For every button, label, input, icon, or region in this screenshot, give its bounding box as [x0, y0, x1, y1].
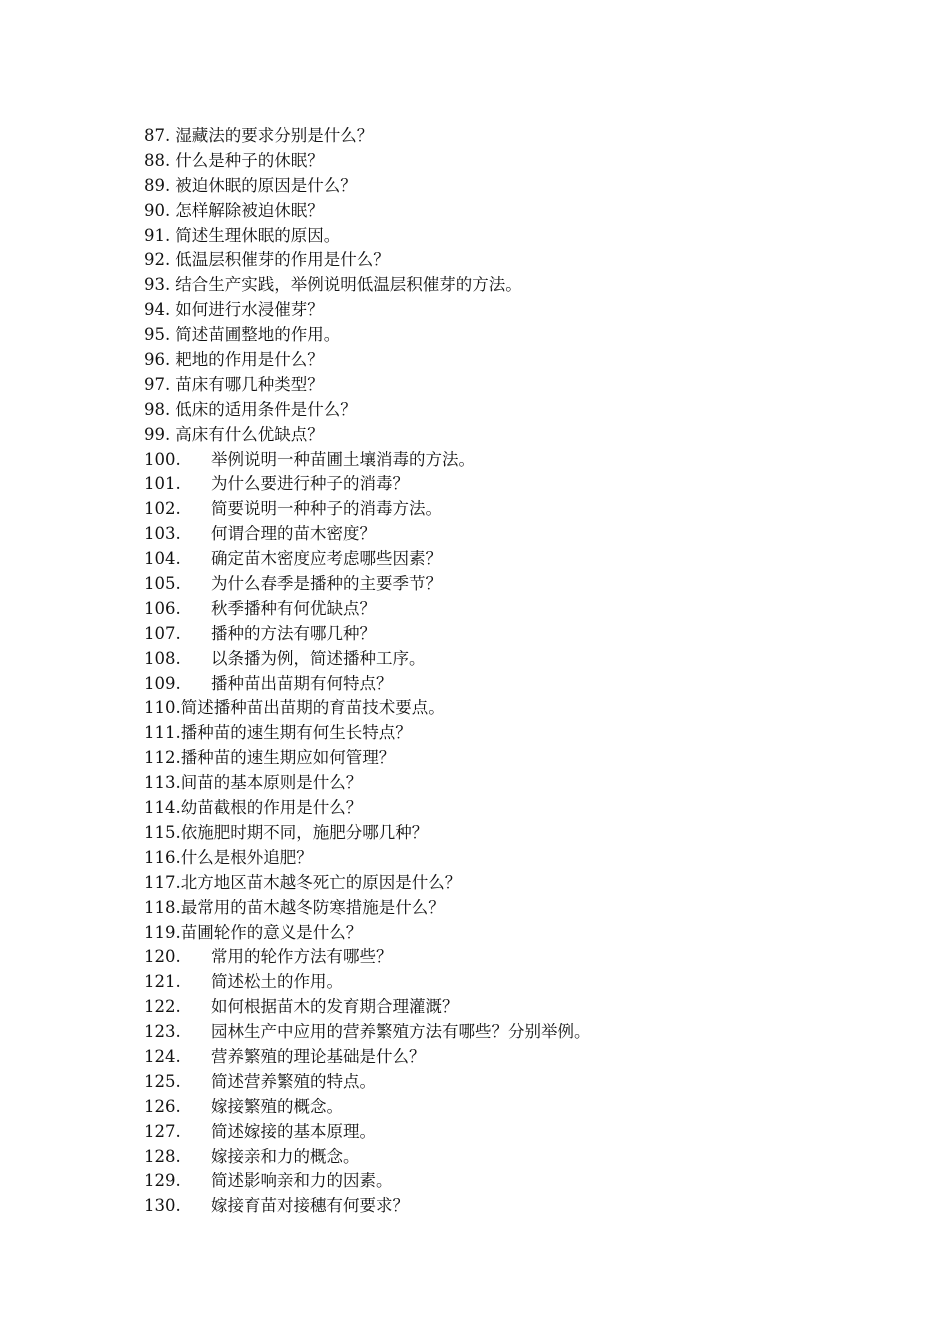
question-number: 129. — [144, 1171, 181, 1191]
question-item — [144, 796, 864, 821]
question-number: 124. — [144, 1046, 181, 1066]
question-number: 123. — [144, 1022, 181, 1042]
question-text: 耙地的作用是什么？ — [175, 350, 324, 370]
question-text: 简述嫁接的基本原理。 — [211, 1121, 376, 1141]
question-number: 116. — [144, 847, 181, 867]
question-item — [144, 821, 864, 846]
question-item — [144, 298, 864, 323]
question-item — [144, 398, 864, 423]
question-text: 如何根据苗木的发育期合理灌溉？ — [211, 997, 459, 1017]
question-number: 111. — [144, 723, 181, 743]
question-text: 什么是根外追肥？ — [180, 847, 313, 867]
question-text: 何谓合理的苗木密度？ — [211, 524, 376, 544]
question-text: 苗圃轮作的意义是什么？ — [180, 922, 363, 942]
question-item — [144, 522, 864, 547]
question-text: 北方地区苗木越冬死亡的原因是什么？ — [180, 872, 462, 892]
question-text: 简述营养繁殖的特点。 — [211, 1071, 376, 1091]
question-text: 播种苗出苗期有何特点？ — [211, 673, 393, 693]
question-number: 112. — [144, 748, 181, 768]
question-number: 93. — [144, 275, 171, 295]
question-number: 96. — [144, 350, 171, 370]
question-item — [144, 547, 864, 572]
question-number: 115. — [144, 822, 181, 842]
question-item — [144, 622, 864, 647]
question-text: 播种苗的速生期应如何管理？ — [180, 748, 396, 768]
question-item — [144, 1120, 864, 1145]
question-item — [144, 1020, 864, 1045]
question-number: 87. — [144, 126, 171, 145]
question-item — [144, 199, 864, 224]
question-item — [144, 1095, 864, 1120]
question-text: 为什么要进行种子的消毒？ — [211, 474, 409, 494]
question-text: 嫁接育苗对接穗有何要求？ — [211, 1196, 409, 1216]
question-number: 92. — [144, 250, 171, 270]
question-item — [144, 696, 864, 721]
question-number: 97. — [144, 374, 171, 394]
question-text: 间苗的基本原则是什么？ — [180, 773, 363, 793]
question-text: 高床有什么优缺点？ — [175, 424, 324, 444]
question-item — [144, 945, 864, 970]
question-item — [144, 771, 864, 796]
question-item — [144, 1070, 864, 1095]
question-number: 126. — [144, 1096, 181, 1116]
question-text: 秋季播种有何优缺点？ — [211, 598, 376, 618]
question-item — [144, 1045, 864, 1070]
question-number: 100. — [144, 449, 181, 469]
question-text: 简述播种苗出苗期的育苗技术要点。 — [180, 698, 445, 718]
question-number: 125. — [144, 1071, 181, 1091]
question-text: 嫁接亲和力的概念。 — [211, 1146, 360, 1166]
question-item — [144, 921, 864, 946]
question-item — [144, 597, 864, 622]
question-item — [144, 647, 864, 672]
question-list — [144, 124, 864, 1219]
question-number: 89. — [144, 175, 171, 195]
question-item — [144, 871, 864, 896]
question-number: 121. — [144, 972, 181, 992]
question-text: 嫁接繁殖的概念。 — [211, 1096, 343, 1116]
question-text: 播种苗的速生期有何生长特点？ — [180, 723, 412, 743]
question-text: 简述苗圃整地的作用。 — [175, 325, 341, 345]
question-item — [144, 472, 864, 497]
question-number: 107. — [144, 623, 181, 643]
question-number: 104. — [144, 549, 181, 569]
question-number: 108. — [144, 648, 181, 668]
question-item — [144, 248, 864, 273]
question-text: 简述松土的作用。 — [211, 972, 343, 992]
question-item — [144, 448, 864, 473]
question-text: 播种的方法有哪几种？ — [211, 623, 376, 643]
question-item — [144, 746, 864, 771]
question-number: 122. — [144, 997, 181, 1017]
question-item — [144, 995, 864, 1020]
question-number: 95. — [144, 325, 171, 345]
question-text: 什么是种子的休眠？ — [175, 150, 324, 170]
question-number: 114. — [144, 798, 181, 818]
question-text: 苗床有哪几种类型？ — [175, 374, 324, 394]
question-number: 119. — [144, 922, 181, 942]
question-text: 湿藏法的要求分别是什么？ — [175, 126, 374, 145]
question-number: 118. — [144, 897, 181, 917]
question-item — [144, 572, 864, 597]
question-number: 101. — [144, 474, 181, 494]
question-text: 简述影响亲和力的因素。 — [211, 1171, 393, 1191]
question-number: 113. — [144, 773, 181, 793]
question-text: 园林生产中应用的营养繁殖方法有哪些？分别举例。 — [211, 1022, 591, 1042]
question-number: 106. — [144, 598, 181, 618]
question-text: 简述生理休眠的原因。 — [175, 225, 341, 245]
question-text: 低床的适用条件是什么？ — [175, 399, 357, 419]
question-text: 如何进行水浸催芽？ — [175, 300, 324, 320]
question-item — [144, 348, 864, 373]
question-number: 109. — [144, 673, 181, 693]
question-text: 最常用的苗木越冬防寒措施是什么？ — [180, 897, 445, 917]
question-item — [144, 1169, 864, 1194]
question-item — [144, 224, 864, 249]
question-item — [144, 846, 864, 871]
question-number: 127. — [144, 1121, 181, 1141]
question-number: 130. — [144, 1196, 181, 1216]
question-item — [144, 672, 864, 697]
question-item — [144, 423, 864, 448]
question-item — [144, 124, 864, 149]
question-text: 举例说明一种苗圃土壤消毒的方法。 — [211, 449, 475, 469]
question-text: 怎样解除被迫休眠？ — [175, 200, 324, 220]
question-text: 依施肥时期不同，施肥分哪几种？ — [180, 822, 429, 842]
question-text: 以条播为例，简述播种工序。 — [211, 648, 426, 668]
question-item — [144, 174, 864, 199]
question-text: 营养繁殖的理论基础是什么？ — [211, 1046, 426, 1066]
question-number: 94. — [144, 300, 171, 320]
question-text: 简要说明一种种子的消毒方法。 — [211, 499, 442, 519]
question-number: 105. — [144, 574, 181, 594]
question-item — [144, 373, 864, 398]
question-number: 90. — [144, 200, 171, 220]
question-item — [144, 273, 864, 298]
question-text: 常用的轮作方法有哪些？ — [211, 947, 393, 967]
question-item — [144, 497, 864, 522]
question-number: 91. — [144, 225, 171, 245]
question-number: 98. — [144, 399, 171, 419]
question-item — [144, 896, 864, 921]
question-text: 结合生产实践，举例说明低温层积催芽的方法。 — [175, 275, 522, 295]
question-item — [144, 721, 864, 746]
question-text: 确定苗木密度应考虑哪些因素？ — [211, 549, 442, 569]
question-number: 117. — [144, 872, 181, 892]
question-item — [144, 1194, 864, 1219]
question-number: 128. — [144, 1146, 181, 1166]
question-number: 88. — [144, 150, 171, 170]
question-number: 120. — [144, 947, 181, 967]
question-item — [144, 149, 864, 174]
question-text: 被迫休眠的原因是什么？ — [175, 175, 357, 195]
question-item — [144, 1145, 864, 1170]
question-item — [144, 323, 864, 348]
question-number: 103. — [144, 524, 181, 544]
question-text: 为什么春季是播种的主要季节？ — [211, 574, 442, 594]
question-text: 低温层积催芽的作用是什么？ — [175, 250, 390, 270]
question-number: 110. — [144, 698, 181, 718]
question-text: 幼苗截根的作用是什么？ — [180, 798, 363, 818]
question-number: 99. — [144, 424, 171, 444]
question-item — [144, 970, 864, 995]
question-number: 102. — [144, 499, 181, 519]
